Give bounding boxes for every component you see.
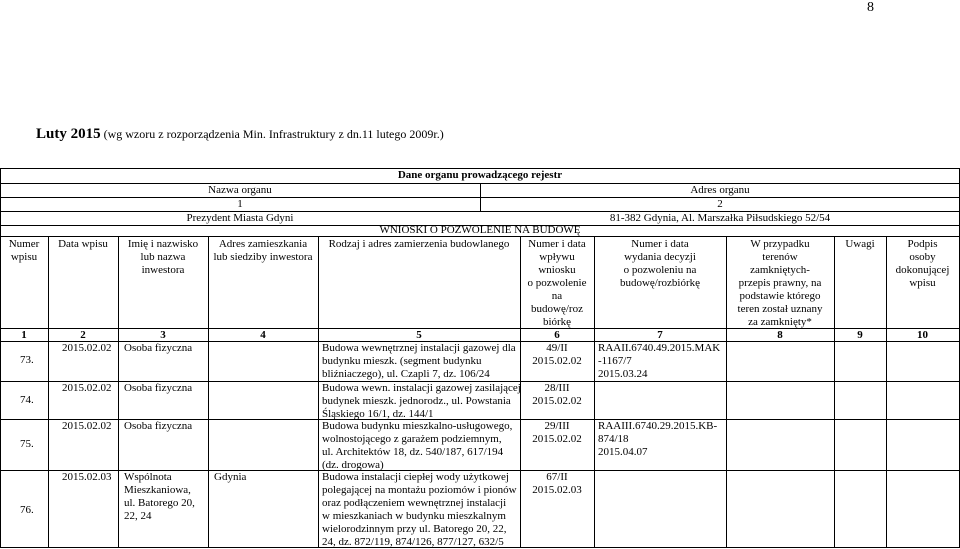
col-num-3: 3 — [160, 329, 166, 341]
header-line: lub nazwa — [140, 251, 186, 263]
header-line: osoby — [909, 251, 936, 263]
header-line: Rodzaj i adres zamierzenia budowlanego — [328, 238, 510, 250]
col-num-2: 2 — [80, 329, 86, 341]
header-podpis — [886, 238, 959, 290]
row-number: 73. — [20, 354, 34, 366]
investor-line: Osoba fizyczna — [124, 420, 193, 432]
header-uwagi — [834, 238, 886, 251]
header-line: teren został uznany — [737, 303, 823, 315]
header-line: terenów — [762, 251, 798, 263]
col-num-8: 8 — [777, 329, 783, 341]
investor-line: Osoba fizyczna — [124, 382, 193, 394]
header-line: na — [551, 290, 563, 302]
description-line: Budowa budynku mieszkalno-usługowego, — [322, 420, 513, 432]
description-line: budynek mieszk. jednorodz., ul. Powstania — [322, 395, 511, 407]
header-line: Uwagi — [845, 238, 875, 250]
col-num-9: 9 — [857, 329, 863, 341]
row-description — [322, 420, 512, 472]
decision-line: 874/18 — [598, 433, 629, 445]
document-heading — [36, 126, 444, 143]
description-line: Budowa instalacji ciepłej wody użytkowej — [322, 471, 509, 483]
header-line: Podpis — [907, 238, 938, 250]
header-line: wpisu — [10, 251, 38, 263]
description-line: Budowa wewn. instalacji gazowej zasilającej — [322, 382, 521, 394]
investor-line: 22, 24 — [124, 510, 152, 522]
header-line: Imię i nazwisko — [127, 238, 199, 250]
header-line: Numer — [8, 238, 40, 250]
registry-name-label: Nazwa organu — [208, 184, 272, 196]
header-tereny-zamkniete — [726, 238, 834, 329]
address-line: Gdynia — [214, 471, 247, 483]
application-line: 49/II — [546, 342, 568, 354]
row-investor — [124, 471, 195, 523]
header-adres-inwestora — [208, 238, 318, 264]
application-line: 67/II — [546, 471, 568, 483]
row-application — [520, 420, 594, 446]
header-line: biórkę — [542, 316, 572, 328]
header-line: wydania decyzji — [624, 251, 696, 263]
description-line: wolnostojącego z garażem podziemnym, — [322, 433, 502, 445]
description-line: w mieszkaniach w budynku mieszkalnym — [322, 510, 506, 522]
description-line: ul. Architektów 18, dz. 540/187, 617/194 — [322, 446, 504, 458]
col-num-7: 7 — [657, 329, 663, 341]
registry-title: Dane organu prowadzącego rejestr — [397, 169, 563, 181]
investor-line: ul. Batorego 20, — [124, 497, 195, 509]
decision-line: 2015.04.07 — [598, 446, 648, 458]
page-number: 8 — [867, 0, 874, 15]
investor-line: Mieszkaniowa, — [124, 484, 191, 496]
header-line: Numer i data — [631, 238, 689, 250]
application-line: 2015.02.02 — [532, 355, 582, 367]
decision-line: RAAII.6740.49.2015.MAK — [598, 342, 721, 354]
row-description — [322, 342, 516, 381]
header-line: o pozwolenie — [527, 277, 587, 289]
row-number: 76. — [20, 504, 34, 516]
row-number: 74. — [20, 394, 34, 406]
header-line: zamkniętych- — [750, 264, 810, 276]
row-address — [214, 471, 246, 484]
row-decision — [598, 342, 720, 381]
row-investor — [124, 382, 192, 395]
heading-month: Luty 2015 — [36, 126, 101, 142]
row-decision — [598, 420, 717, 459]
investor-line: Osoba fizyczna — [124, 342, 193, 354]
header-line: lub siedziby inwestora — [213, 251, 313, 263]
description-line: 24, dz. 872/119, 874/126, 877/127, 632/5 — [322, 536, 504, 548]
description-line: Budowa wewnętrznej instalacji gazowej dla — [322, 342, 516, 354]
header-line: Numer i data — [528, 238, 586, 250]
decision-line: -1167/7 — [598, 355, 632, 367]
application-line: 2015.02.03 — [532, 484, 582, 496]
header-line: Data wpisu — [58, 238, 108, 250]
header-inwestor — [118, 238, 208, 277]
header-line: Adres zamieszkania — [218, 238, 308, 250]
description-line: wielorodzinnym przy ul. Batorego 20, 22, — [322, 523, 507, 535]
row-date: 2015.02.02 — [62, 420, 112, 432]
heading-note: (wg wzoru z rozporządzenia Min. Infrastruktury z dn.11 lutego 2009r.) — [103, 127, 444, 141]
description-line: budynku mieszk. (segment budynku — [322, 355, 482, 367]
row-application — [520, 382, 594, 408]
col-num-4: 4 — [260, 329, 266, 341]
header-line: wniosku — [538, 264, 576, 276]
header-line: dokonującej — [895, 264, 950, 276]
header-data-wpisu — [48, 238, 118, 251]
registry-address-value: 81-382 Gdynia, Al. Marszałka Piłsudskiego 52/54 — [609, 212, 831, 224]
row-number: 75. — [20, 438, 34, 450]
row-investor — [124, 342, 192, 355]
col-num-1: 1 — [21, 329, 27, 341]
row-date: 2015.02.03 — [62, 471, 112, 483]
header-line: wpisu — [909, 277, 936, 289]
col-num-10: 10 — [917, 329, 928, 341]
description-line: Śląskiego 16/1, dz. 144/1 — [322, 408, 434, 420]
col-num-6: 6 — [554, 329, 560, 341]
header-line: przepis prawny, na — [738, 277, 822, 289]
description-line: (dz. drogowa) — [322, 459, 384, 471]
row-date: 2015.02.02 — [62, 382, 112, 394]
decision-line: 2015.03.24 — [598, 368, 648, 380]
header-line: wpływu — [539, 251, 575, 263]
section-title: WNIOSKI O POZWOLENIE NA BUDOWĘ — [379, 224, 581, 236]
registry-address-label: Adres organu — [690, 184, 750, 196]
registry-name-value: Prezydent Miasta Gdyni — [186, 212, 294, 224]
header-wniosek — [520, 238, 594, 329]
description-line: bliźniaczego), ul. Czapli 7, dz. 106/24 — [322, 368, 490, 380]
investor-line: Wspólnota — [124, 471, 172, 483]
header-line: inwestora — [141, 264, 185, 276]
row-description — [322, 382, 521, 421]
registry-name-num: 1 — [237, 198, 243, 210]
col-num-5: 5 — [416, 329, 422, 341]
row-description — [322, 471, 517, 549]
header-line: za zamknięty* — [748, 316, 812, 328]
decision-line: RAAIII.6740.29.2015.KB- — [598, 420, 718, 432]
description-line: oraz podłączeniem wewnętrznej instalacji — [322, 497, 507, 509]
header-numer-wpisu — [0, 238, 48, 264]
row-application — [520, 342, 594, 368]
row-application — [520, 471, 594, 497]
header-rodzaj-zamierzenia — [318, 238, 520, 251]
header-line: budowę/roz — [531, 303, 583, 315]
application-line: 28/III — [544, 382, 570, 394]
application-line: 29/III — [544, 420, 570, 432]
header-line: podstawie którego — [739, 290, 821, 302]
header-line: W przypadku — [750, 238, 810, 250]
row-investor — [124, 420, 192, 433]
row-date: 2015.02.02 — [62, 342, 112, 354]
registry-address-num: 2 — [717, 198, 723, 210]
description-line: polegającej na montażu poziomów i pionów — [322, 484, 517, 496]
header-line: budowę/rozbiórkę — [619, 277, 701, 289]
header-line: o pozwoleniu na — [623, 264, 697, 276]
header-decyzja — [594, 238, 726, 290]
application-line: 2015.02.02 — [532, 433, 582, 445]
application-line: 2015.02.02 — [532, 395, 582, 407]
